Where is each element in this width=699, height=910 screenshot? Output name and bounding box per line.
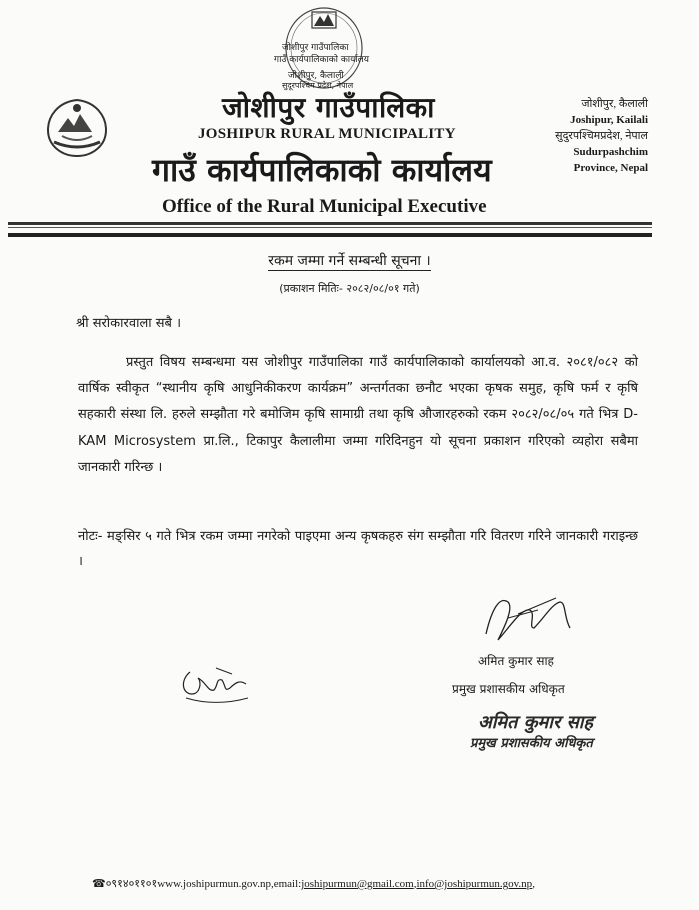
address-en-1: Joshipur, Kailali bbox=[570, 114, 648, 126]
header-divider-thin bbox=[8, 227, 652, 228]
nepal-emblem-icon bbox=[44, 96, 110, 160]
notice-title bbox=[0, 251, 699, 270]
address-np-1: जोशीपुर, कैलाली bbox=[581, 98, 648, 110]
witness-signature bbox=[176, 658, 254, 708]
footer-trailing: , bbox=[532, 878, 535, 890]
signer-title: प्रमुख प्रशासकीय अधिकृत bbox=[452, 682, 565, 696]
notice-title-text: रकम जम्मा गर्ने सम्बन्धी सूचना । bbox=[268, 253, 431, 269]
notice-body: प्रस्तुत विषय सम्बन्धमा यस जोशीपुर गाउँपालिका गाउँ कार्यपालिकाको कार्यालयको आ.व. २०८१/०८२ को वार्षिक स्वीकृत “स्थानीय कृषि आधुनिकीकरण कार्यक्रम” अन्तर्गतका छनौट भएका कृषक समुह, कृषि फर्म र कृषि सहकारी संस्था लि. हरुले सम्झौता गरे बमोजिम कृषि सामाग्री तथा कृषि औजारहरुको रकम २०८२/०८/०५ गते भित्र D-KAM Microsystem प्रा.लि., टिकापुर कैलालीमा जम्मा गरिदिनहुन यो सूचना प्रकाशन गरिएको व्यहोरा सबैमा जानकारी गरिन्छ । bbox=[78, 355, 638, 475]
official-stamp-name: अमित कुमार साह bbox=[478, 712, 593, 733]
signer-name: अमित कुमार साह bbox=[478, 654, 554, 668]
seal-text-1: जोशीपुर गाउँपालिका bbox=[282, 43, 349, 53]
municipality-title-nepali: जोशीपुर गाउँपालिका bbox=[222, 91, 435, 124]
header-divider-bottom bbox=[8, 233, 652, 237]
footer-email-label: email: bbox=[273, 878, 302, 890]
footer-email-2[interactable]: info@joshipurmun.gov.np bbox=[416, 878, 533, 890]
address-np-2: सुदुरपश्चिमप्रदेश, नेपाल bbox=[555, 130, 648, 142]
publication-date: (प्रकाशन मितिः- २०८२/०८/०१ गते) bbox=[279, 282, 420, 295]
footer-comma: , bbox=[413, 878, 417, 890]
phone-icon: ☎ bbox=[92, 878, 106, 890]
address-block bbox=[548, 96, 648, 176]
footer-phone: ०९१४०११०१ bbox=[105, 878, 158, 890]
notice-note: नोटः- मङ्सिर ५ गते भित्र रकम जम्मा नगरेको पाइएमा अन्य कृषकहरु संग सम्झौता गरि वितरण गरिने जानकारी गराइन्छ । bbox=[78, 529, 638, 569]
seal-text-3: जोशीपुर, कैलाली bbox=[288, 71, 344, 81]
footer-email-1[interactable]: joshipurmun@gmail.com bbox=[301, 878, 414, 890]
office-title-english: Office of the Rural Municipal Executive bbox=[162, 196, 487, 217]
contact-footer bbox=[92, 876, 535, 891]
seal-text-2: गाउँ कार्यपालिकाको कार्यालय bbox=[274, 55, 369, 65]
header-divider-thick bbox=[8, 222, 652, 225]
official-stamp-title: प्रमुख प्रशासकीय अधिकृत bbox=[470, 736, 593, 751]
salutation: श्री सरोकारवाला सबै । bbox=[76, 316, 182, 331]
officer-signature bbox=[478, 588, 588, 648]
address-en-2: Sudurpashchim bbox=[573, 146, 648, 158]
seal-text-4: सुदूरपश्चिम प्रदेश, नेपाल bbox=[282, 81, 354, 90]
municipality-title-english: JOSHIPUR RURAL MUNICIPALITY bbox=[198, 126, 456, 142]
footer-website[interactable]: www.joshipurmun.gov.np, bbox=[157, 878, 274, 890]
office-title-nepali: गाउँ कार्यपालिकाको कार्यालय bbox=[152, 151, 492, 189]
address-en-3: Province, Nepal bbox=[573, 162, 648, 174]
